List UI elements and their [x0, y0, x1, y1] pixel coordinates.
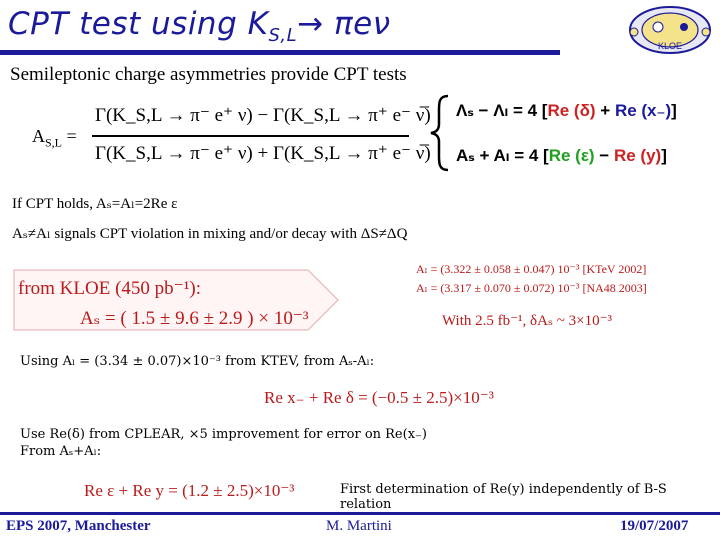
- fraction-numerator: Γ(K_S,L → π⁻ e⁺ ν) − Γ(K_S,L → π⁺ e⁻ ν̅): [95, 105, 431, 126]
- equation-delta-lambda: [456, 101, 677, 121]
- footer-author: M. Martini: [326, 518, 392, 534]
- cpt-holds-statement: If CPT holds, Aₛ=Aₗ=2Re ε: [12, 196, 178, 212]
- kloe-as-value: Aₛ = ( 1.5 ± 9.6 ± 2.9 ) × 10⁻³: [80, 308, 309, 329]
- left-brace-icon: [428, 94, 452, 172]
- equals-sign: =: [62, 126, 77, 146]
- footer-conference: EPS 2007, Manchester: [6, 518, 151, 534]
- eq1-term-x: Re (x₋): [614, 101, 672, 120]
- al-ktev-result: Aₗ = (3.322 ± 0.058 ± 0.047) 10⁻³ [KTeV 2002]: [416, 262, 647, 276]
- title-prefix: CPT test using K: [8, 6, 269, 42]
- slide-title: [8, 6, 391, 46]
- eq2-term-y: Re (y): [613, 146, 662, 165]
- title-rule: [0, 50, 560, 55]
- fraction-denominator: Γ(K_S,L → π⁻ e⁺ ν) + Γ(K_S,L → π⁺ e⁻ ν̅): [95, 143, 431, 164]
- asymmetry-subscript: S,L: [45, 135, 63, 150]
- kloe-logo: [628, 5, 712, 55]
- al-na48-result: Aₗ = (3.317 ± 0.070 ± 0.072) 10⁻³ [NA48 2003]: [416, 281, 647, 295]
- eq1-term-delta: Re (δ): [547, 101, 596, 120]
- kloe-source: from KLOE (450 pb⁻¹):: [18, 278, 201, 299]
- projection-statement: With 2.5 fb⁻¹, δAₛ ~ 3×10⁻³: [442, 313, 612, 329]
- from-as-statement: From Aₛ+Aₗ:: [20, 444, 102, 459]
- footer-date: 19/07/2007: [620, 518, 689, 534]
- violation-statement: Aₛ≠Aₗ signals CPT violation in mixing and/or decay with ΔS≠ΔQ: [12, 226, 408, 242]
- eq1-lhs: Λₛ − Λₗ = 4 [: [456, 101, 548, 120]
- eq2-minus: −: [594, 146, 614, 165]
- subtitle: Semileptonic charge asymmetries provide CPT tests: [10, 64, 407, 85]
- using-statement: Using Aₗ = (3.34 ± 0.07)×10⁻³ from KTEV, from Aₛ-Aₗ:: [20, 354, 375, 369]
- eq2-end: ]: [661, 146, 667, 165]
- eq2-lhs: Aₛ + Aₗ = 4 [: [456, 146, 549, 165]
- formula-reepsilon-rey: Re ε + Re y = (1.2 ± 2.5)×10⁻³: [84, 481, 295, 500]
- formula-rex-redelta: Re x₋ + Re δ = (−0.5 ± 2.5)×10⁻³: [264, 388, 494, 407]
- title-arrow: → πeν: [297, 6, 391, 42]
- logo-text: KLOE: [657, 41, 683, 51]
- asymmetry-lhs: [32, 126, 77, 151]
- footer-rule: [0, 512, 720, 515]
- title-sub: S,L: [268, 25, 298, 47]
- equation-sum-a: [456, 146, 667, 166]
- eq1-plus: +: [595, 101, 615, 120]
- eq2-term-epsilon: Re (ε): [548, 146, 595, 165]
- fraction-bar: [92, 135, 409, 137]
- asymmetry-symbol: A: [32, 126, 45, 146]
- first-determination-statement: First determination of Re(y) independently of B-S relation: [340, 482, 667, 512]
- eq1-end: ]: [671, 101, 677, 120]
- use-re-statement: Use Re(δ) from CPLEAR, ×5 improvement for error on Re(x₋): [20, 427, 427, 442]
